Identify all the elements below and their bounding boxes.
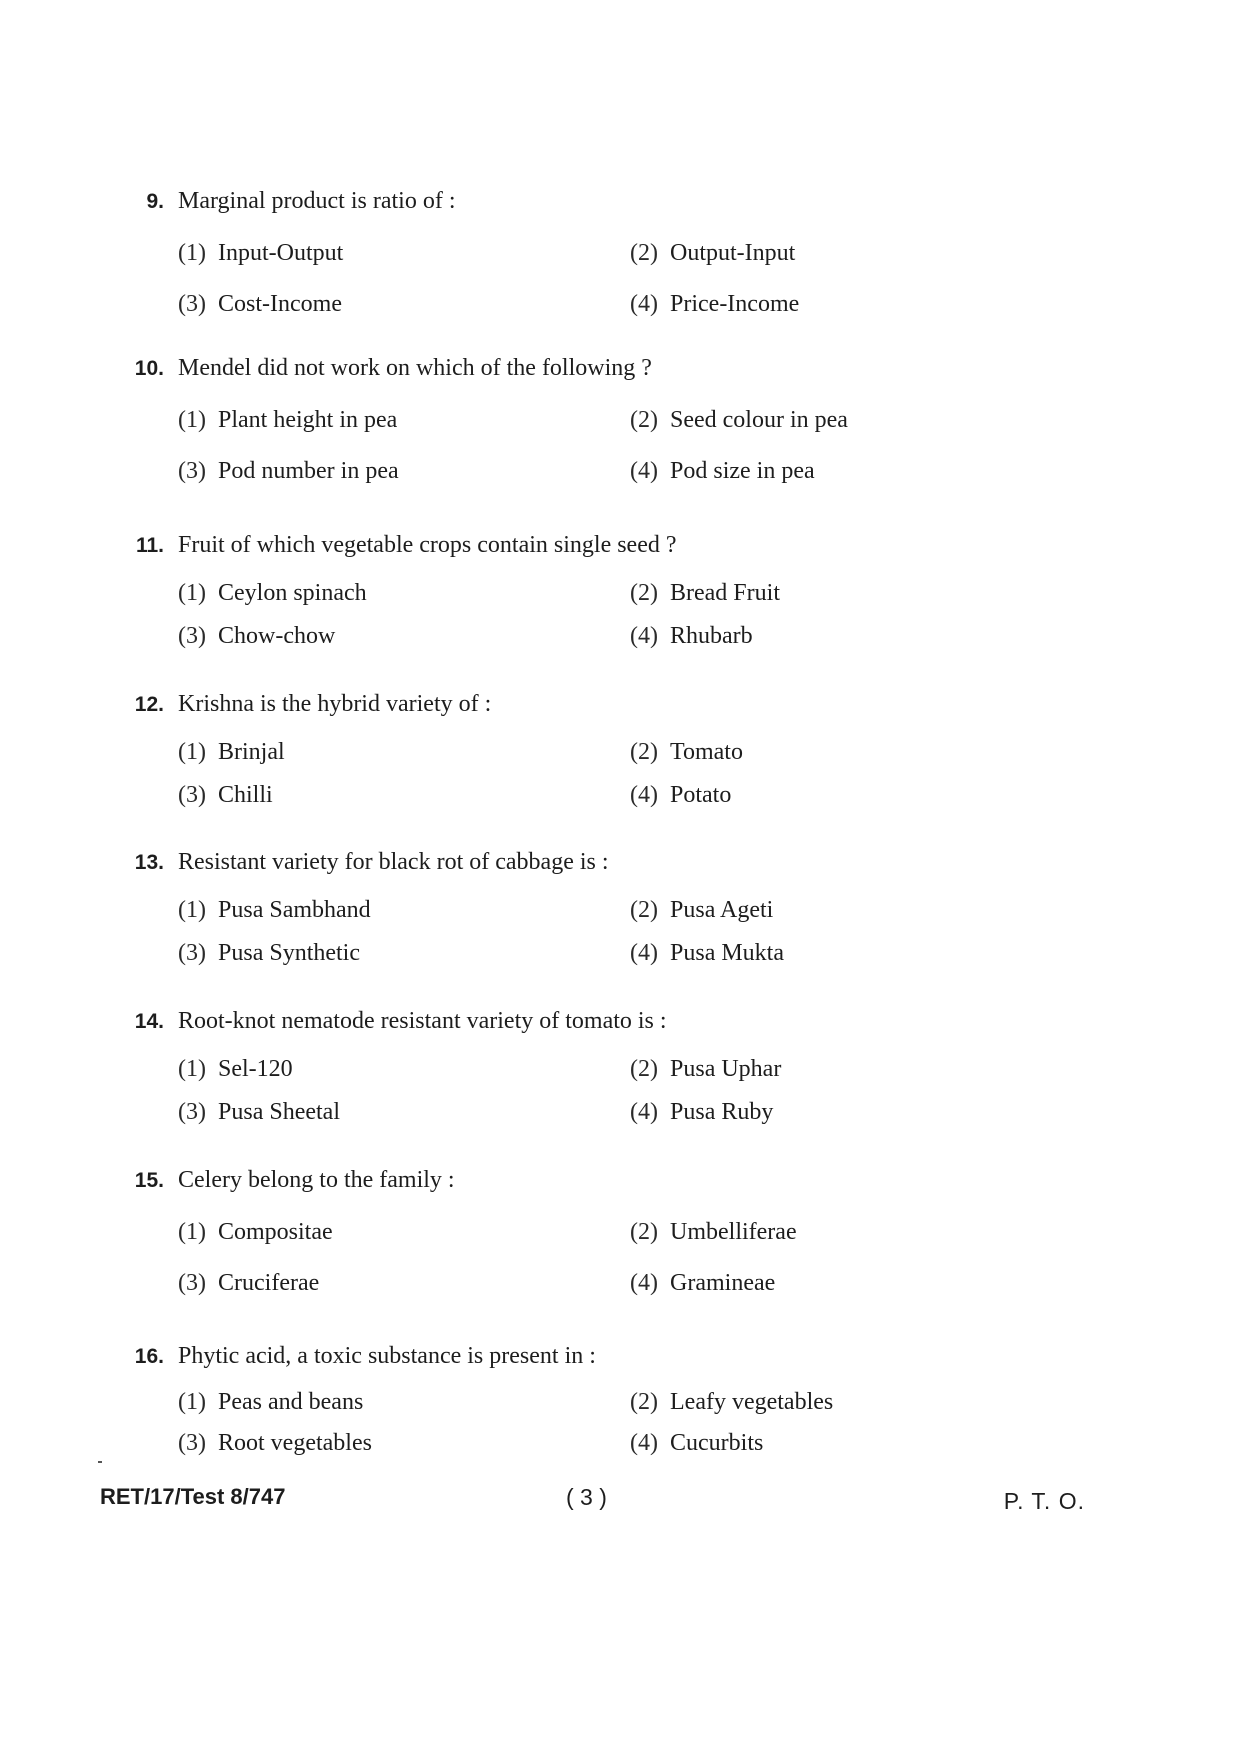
option-3: (3) Cost-Income xyxy=(178,291,342,317)
question-number: 15. xyxy=(134,1169,164,1192)
question-number: 12. xyxy=(134,693,164,716)
option-4: (4) Gramineae xyxy=(630,1270,776,1296)
question-number: 11. xyxy=(135,534,164,557)
option-3: (3) Pod number in pea xyxy=(178,458,399,484)
page-footer xyxy=(100,1484,1085,1524)
scan-mark xyxy=(98,1461,102,1463)
option-4: (4) Price-Income xyxy=(630,291,800,317)
option-3: (3) Chilli xyxy=(178,782,273,808)
option-2: (2) Leafy vegetables xyxy=(630,1389,834,1415)
question-12 xyxy=(110,691,1110,809)
question-16 xyxy=(110,1343,1110,1457)
question-text: Resistant variety for black rot of cabbage is : xyxy=(178,849,609,875)
option-4: (4) Pusa Ruby xyxy=(630,1099,774,1125)
option-1: (1) Brinjal xyxy=(178,739,285,765)
question-text: Celery belong to the family : xyxy=(178,1167,455,1193)
option-1: (1) Input-Output xyxy=(178,240,344,266)
question-text: Phytic acid, a toxic substance is present in : xyxy=(178,1343,596,1369)
question-number: 16. xyxy=(134,1345,164,1368)
question-9 xyxy=(110,188,1110,318)
option-4: (4) Cucurbits xyxy=(630,1430,764,1456)
option-1: (1) Peas and beans xyxy=(178,1389,364,1415)
option-3: (3) Pusa Synthetic xyxy=(178,940,360,966)
question-text: Krishna is the hybrid variety of : xyxy=(178,691,492,717)
option-3: (3) Pusa Sheetal xyxy=(178,1099,340,1125)
option-2: (2) Seed colour in pea xyxy=(630,407,848,433)
option-2: (2) Tomato xyxy=(630,739,743,765)
option-2: (2) Pusa Uphar xyxy=(630,1056,782,1082)
question-text: Root-knot nematode resistant variety of tomato is : xyxy=(178,1008,667,1034)
question-text: Fruit of which vegetable crops contain single seed ? xyxy=(178,532,677,558)
question-number: 14. xyxy=(134,1010,164,1033)
question-number: 10. xyxy=(134,357,164,380)
option-3: (3) Root vegetables xyxy=(178,1430,372,1456)
option-1: (1) Sel-120 xyxy=(178,1056,293,1082)
option-2: (2) Output-Input xyxy=(630,240,796,266)
option-4: (4) Pod size in pea xyxy=(630,458,815,484)
question-13 xyxy=(110,849,1110,967)
question-14 xyxy=(110,1008,1110,1126)
option-1: (1) Ceylon spinach xyxy=(178,580,367,606)
question-number: 9. xyxy=(146,190,164,213)
option-1: (1) Plant height in pea xyxy=(178,407,398,433)
option-4: (4) Rhubarb xyxy=(630,623,753,649)
option-1: (1) Compositae xyxy=(178,1219,333,1245)
option-2: (2) Pusa Ageti xyxy=(630,897,774,923)
pto-label: P. T. O. xyxy=(1003,1488,1085,1514)
question-11 xyxy=(110,532,1110,650)
option-4: (4) Pusa Mukta xyxy=(630,940,784,966)
option-3: (3) Chow-chow xyxy=(178,623,336,649)
question-text: Marginal product is ratio of : xyxy=(178,188,456,214)
test-code: RET/17/Test 8/747 xyxy=(100,1484,286,1509)
question-text: Mendel did not work on which of the following ? xyxy=(178,355,652,381)
question-15 xyxy=(110,1167,1110,1297)
option-3: (3) Cruciferae xyxy=(178,1270,320,1296)
option-2: (2) Umbelliferae xyxy=(630,1219,797,1245)
question-10 xyxy=(110,355,1110,485)
page-number: ( 3 ) xyxy=(566,1484,607,1510)
option-1: (1) Pusa Sambhand xyxy=(178,897,371,923)
option-4: (4) Potato xyxy=(630,782,732,808)
option-2: (2) Bread Fruit xyxy=(630,580,780,606)
question-number: 13. xyxy=(134,851,164,874)
